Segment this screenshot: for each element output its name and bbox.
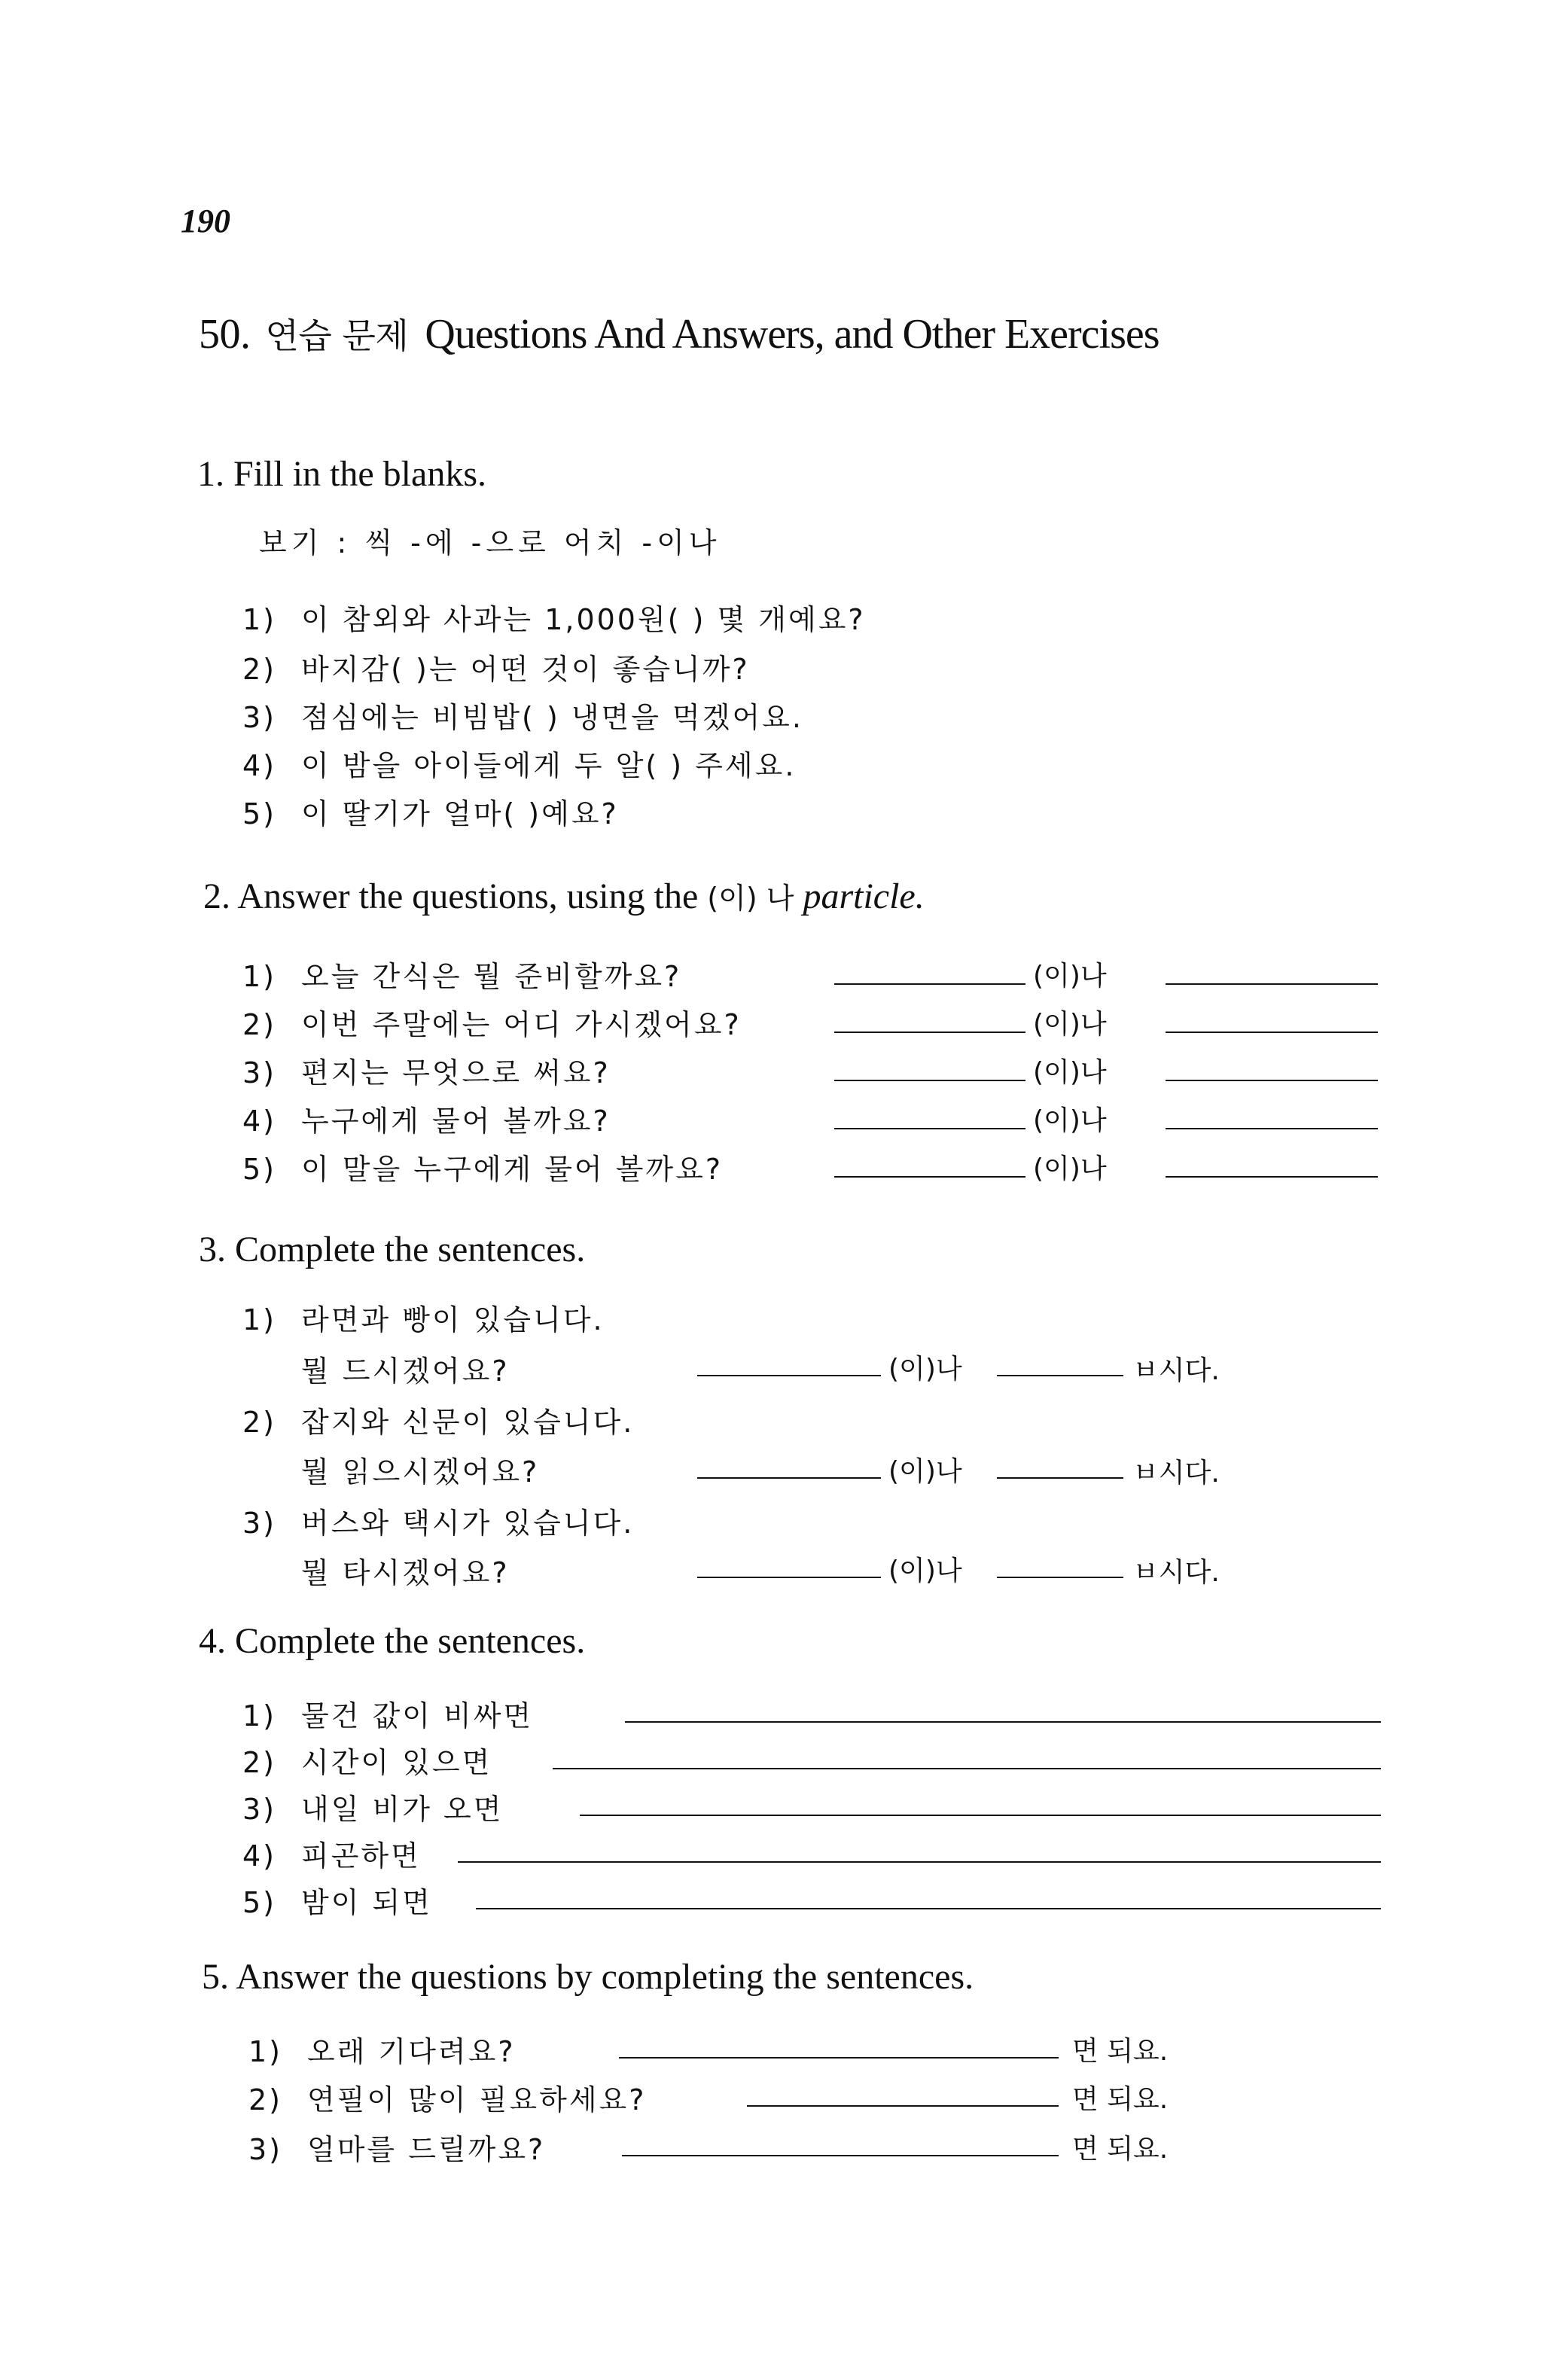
item-text: 이번 주말에는 어디 가시겠어요? [301, 1008, 742, 1041]
section3-item-3-question: 뭘 타시겠어요? [301, 1556, 510, 1589]
section3-item-2 [242, 1399, 634, 1440]
item-text: 이 딸기가 얼마( )예요? [301, 797, 619, 830]
ending-label: ㅂ시다. [1132, 1557, 1220, 1588]
item-number: 2) [242, 1008, 277, 1041]
item-number: 3) [242, 1507, 277, 1540]
item-number: 3) [242, 1056, 277, 1089]
item-text: 이 말을 누구에게 물어 볼까요? [301, 1153, 723, 1186]
item-number: 2) [248, 2083, 283, 2116]
section4-heading: 4. Complete the sentences. [199, 1621, 586, 1661]
section5-item-2 [248, 2077, 646, 2118]
answer-blank[interactable] [697, 1577, 881, 1578]
answer-blank[interactable] [1166, 1176, 1378, 1178]
item-text: 피곤하면 [301, 1839, 421, 1873]
item-number: 3) [242, 701, 277, 734]
particle-label: (이)나 [1033, 1057, 1107, 1088]
answer-blank[interactable] [747, 2105, 1059, 2107]
section2-item-4 [242, 1098, 611, 1139]
section2-heading [203, 875, 925, 917]
particle-label: (이)나 [888, 1354, 962, 1385]
answer-blank[interactable] [1166, 1080, 1378, 1081]
item-text: 점심에는 비빔밥( ) 냉면을 먹겠어요. [301, 701, 803, 734]
answer-blank[interactable] [997, 1577, 1123, 1578]
ending-label: 면 되요. [1072, 2084, 1169, 2115]
section4-item-3 [242, 1786, 503, 1827]
section3-item-3 [242, 1500, 634, 1541]
ending-label: 면 되요. [1072, 2036, 1169, 2067]
ending-label: ㅂ시다. [1132, 1355, 1220, 1386]
item-number: 5) [242, 1153, 277, 1186]
section1-item-1 [242, 596, 866, 638]
answer-blank[interactable] [458, 1861, 1381, 1863]
section2-item-2 [242, 1001, 742, 1043]
section2-item-5 [242, 1146, 723, 1187]
answer-blank[interactable] [834, 1176, 1025, 1178]
item-number: 2) [242, 1746, 277, 1779]
item-number: 2) [242, 653, 277, 686]
item-number: 5) [242, 797, 277, 830]
answer-blank[interactable] [1166, 1032, 1378, 1033]
section1-item-4 [242, 742, 796, 784]
section1-item-5 [242, 791, 619, 832]
item-text: 버스와 택시가 있습니다. [301, 1507, 635, 1540]
item-text: 연필이 많이 필요하세요? [307, 2083, 647, 2116]
item-text: 누구에게 물어 볼까요? [301, 1105, 611, 1138]
section4-item-2 [242, 1739, 492, 1781]
section5-item-1 [248, 2028, 516, 2070]
answer-blank[interactable] [622, 2155, 1059, 2156]
section1-item-3 [242, 694, 803, 736]
ending-label: 면 되요. [1072, 2134, 1169, 2165]
answer-blank[interactable] [625, 1721, 1381, 1723]
section2-heading-italic: particle. [803, 876, 925, 916]
item-number: 1) [242, 1699, 277, 1732]
item-text: 오늘 간식은 뭘 준비할까요? [301, 960, 682, 993]
answer-blank[interactable] [834, 1128, 1025, 1129]
item-text: 내일 비가 오면 [301, 1793, 504, 1826]
item-text: 얼마를 드릴까요? [307, 2133, 546, 2166]
item-number: 1) [242, 1303, 277, 1336]
item-number: 4) [242, 749, 277, 782]
section3-heading: 3. Complete the sentences. [199, 1230, 586, 1269]
item-text: 이 참외와 사과는 1,000원( ) 몇 개예요? [301, 603, 866, 636]
section3-item-1 [242, 1297, 605, 1338]
lesson-number: 50. [199, 311, 251, 358]
answer-blank[interactable] [619, 2057, 1059, 2059]
section3-item-1-question: 뭘 드시겠어요? [301, 1355, 510, 1388]
section5-heading: 5. Answer the questions by completing the sentences. [202, 1957, 974, 1997]
section4-item-4 [242, 1833, 421, 1874]
section2-heading-korean: (이) 나 [707, 882, 794, 915]
item-number: 3) [248, 2133, 283, 2166]
item-number: 4) [242, 1839, 277, 1873]
item-text: 오래 기다려요? [307, 2035, 516, 2068]
item-number: 3) [242, 1793, 277, 1826]
item-text: 바지감( )는 어떤 것이 좋습니까? [301, 653, 750, 686]
answer-blank[interactable] [997, 1375, 1123, 1376]
particle-label: (이)나 [1033, 1153, 1107, 1184]
page-number: 190 [181, 203, 230, 239]
answer-blank[interactable] [834, 983, 1025, 985]
section2-item-3 [242, 1050, 611, 1091]
item-number: 1) [242, 960, 277, 993]
lesson-title [199, 309, 1160, 358]
item-text: 시간이 있으면 [301, 1746, 492, 1779]
section1-item-2 [242, 646, 750, 687]
particle-label: (이)나 [888, 1556, 962, 1586]
section2-item-1 [242, 953, 681, 995]
item-number: 1) [248, 2035, 283, 2068]
section2-heading-text: 2. Answer the questions, using the [203, 876, 708, 916]
particle-label: (이)나 [1033, 1105, 1107, 1136]
particle-label: (이)나 [1033, 961, 1107, 992]
answer-blank[interactable] [476, 1908, 1381, 1909]
answer-blank[interactable] [580, 1815, 1381, 1816]
answer-blank[interactable] [834, 1080, 1025, 1081]
ending-label: ㅂ시다. [1132, 1458, 1220, 1489]
section3-item-2-question: 뭘 읽으시겠어요? [301, 1455, 540, 1489]
item-text: 물건 값이 비싸면 [301, 1699, 534, 1732]
item-text: 밤이 되면 [301, 1886, 432, 1919]
answer-blank[interactable] [697, 1477, 881, 1479]
section5-item-3 [248, 2126, 545, 2168]
section1-example: 보기 : 씩 -에 -으로 어치 -이나 [259, 526, 721, 559]
lesson-title-korean: 연습 문제 [265, 315, 409, 356]
item-text: 잡지와 신문이 있습니다. [301, 1406, 635, 1439]
lesson-title-english: Questions And Answers, and Other Exercises [425, 311, 1160, 358]
section4-item-1 [242, 1693, 533, 1734]
answer-blank[interactable] [997, 1477, 1123, 1479]
section1-heading: 1. Fill in the blanks. [197, 454, 486, 494]
section4-item-5 [242, 1879, 432, 1921]
answer-blank[interactable] [834, 1032, 1025, 1033]
item-text: 라면과 빵이 있습니다. [301, 1303, 605, 1336]
item-number: 5) [242, 1886, 277, 1919]
answer-blank[interactable] [697, 1375, 881, 1376]
particle-label: (이)나 [1033, 1009, 1107, 1040]
item-number: 1) [242, 603, 277, 636]
answer-blank[interactable] [1166, 983, 1378, 985]
answer-blank[interactable] [553, 1768, 1381, 1769]
answer-blank[interactable] [1166, 1128, 1378, 1129]
particle-label: (이)나 [888, 1456, 962, 1487]
item-text: 이 밤을 아이들에게 두 알( ) 주세요. [301, 749, 797, 782]
item-text: 편지는 무엇으로 써요? [301, 1056, 611, 1089]
item-number: 4) [242, 1105, 277, 1138]
item-number: 2) [242, 1406, 277, 1439]
